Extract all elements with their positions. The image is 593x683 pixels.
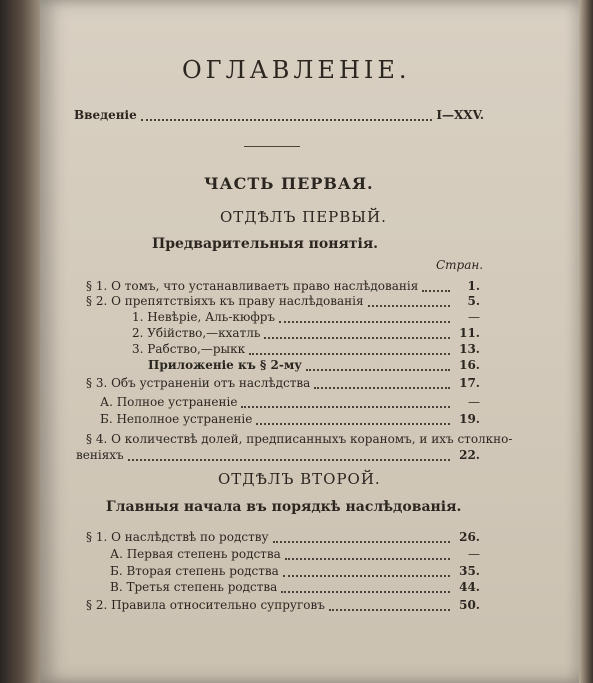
toc-entry-page: —	[468, 310, 480, 324]
toc-entry-page: 16.	[459, 358, 480, 372]
toc-entry-page: 26.	[459, 530, 480, 544]
toc-entry-label: § 3. Объ устраненіи отъ наслѣдства	[86, 376, 311, 390]
toc-entry-wrapped-line: § 4. О количествѣ долей, предписанныхъ кораномъ, и ихъ столкно-	[86, 432, 513, 446]
leader-dots	[279, 311, 450, 323]
toc-entry-label: § 2. О препятствіяхъ къ праву наслѣдованія	[86, 294, 364, 308]
leader-dots	[141, 109, 433, 121]
leader-dots	[264, 327, 450, 339]
toc-entry-label: § 1. О томъ, что устанавливаетъ право наслѣдованія	[86, 279, 419, 293]
section-heading-2: ОТДѢЛЪ ВТОРОЙ.	[218, 470, 381, 488]
leader-dots	[314, 377, 450, 389]
leader-dots	[285, 548, 450, 560]
toc-entry-page: 1.	[467, 279, 480, 293]
leader-dots	[281, 581, 450, 593]
leader-dots	[249, 343, 450, 355]
toc-entry-introduction[interactable]	[74, 106, 484, 124]
toc-entry-page: 50.	[459, 598, 480, 612]
page-title: ОГЛАВЛЕНІЕ.	[182, 56, 411, 84]
toc-entry-page: 17.	[459, 376, 480, 390]
toc-entry[interactable]	[148, 356, 480, 374]
leader-dots	[422, 280, 450, 292]
toc-entry-label: Приложеніе къ § 2-му	[148, 358, 302, 372]
toc-entry-page: 22.	[459, 448, 480, 462]
toc-entry-page: I—XXV.	[436, 108, 484, 122]
toc-entry-label: А. Полное устраненіе	[100, 395, 238, 409]
divider-rule	[244, 146, 300, 147]
section-subtitle-1: Предварительныя понятія.	[152, 236, 379, 252]
toc-entry-page: 19.	[459, 412, 480, 426]
toc-entry[interactable]	[110, 545, 480, 563]
toc-entry[interactable]	[100, 393, 480, 411]
toc-entry-label: В. Третья степень родства	[110, 580, 278, 594]
leader-dots	[273, 531, 450, 543]
leader-dots	[241, 396, 450, 408]
toc-entry-label: 3. Рабство,—рыкк	[132, 342, 246, 356]
page-column-header: Стран.	[436, 258, 484, 272]
leader-dots	[128, 449, 450, 461]
toc-entry[interactable]	[100, 410, 480, 428]
toc-entry-page: —	[468, 547, 480, 561]
toc-entry[interactable]	[76, 446, 480, 464]
book-page	[40, 0, 579, 683]
toc-entry-label: веніяхъ	[76, 448, 124, 462]
toc-entry-page: 11.	[459, 326, 480, 340]
toc-entry-label: 1. Невѣріе, Аль-кюфръ	[132, 310, 276, 324]
toc-entry-page: 44.	[459, 580, 480, 594]
leader-dots	[368, 295, 450, 307]
toc-entry[interactable]	[86, 596, 480, 614]
toc-entry-label: Б. Вторая степень родства	[110, 564, 279, 578]
toc-entry-label: § 1. О наслѣдствѣ по родству	[86, 530, 269, 544]
toc-entry[interactable]	[110, 578, 480, 596]
toc-entry-label: 2. Убійство,—кхатль	[132, 326, 261, 340]
leader-dots	[283, 565, 450, 577]
leader-dots	[306, 359, 450, 371]
toc-entry[interactable]	[86, 374, 480, 392]
section-subtitle-2: Главныя начала въ порядкѣ наслѣдованія.	[106, 499, 462, 515]
toc-entry[interactable]	[86, 528, 480, 546]
toc-entry-label: Б. Неполное устраненіе	[100, 412, 253, 426]
toc-entry-label: Введеніе	[74, 108, 137, 122]
book-gutter	[0, 0, 40, 683]
toc-entry-label: § 2. Правила относительно супруговъ	[86, 598, 325, 612]
part-heading: ЧАСТЬ ПЕРВАЯ.	[204, 174, 374, 193]
section-heading-1: ОТДѢЛЪ ПЕРВЫЙ.	[220, 208, 387, 226]
leader-dots	[329, 599, 450, 611]
toc-entry-page: 5.	[467, 294, 480, 308]
toc-entry-page: 35.	[459, 564, 480, 578]
leader-dots	[256, 413, 450, 425]
toc-entry-label: А. Первая степень родства	[110, 547, 281, 561]
book-page-edge	[579, 0, 593, 683]
toc-entry-page: 13.	[459, 342, 480, 356]
toc-entry-page: —	[468, 395, 480, 409]
